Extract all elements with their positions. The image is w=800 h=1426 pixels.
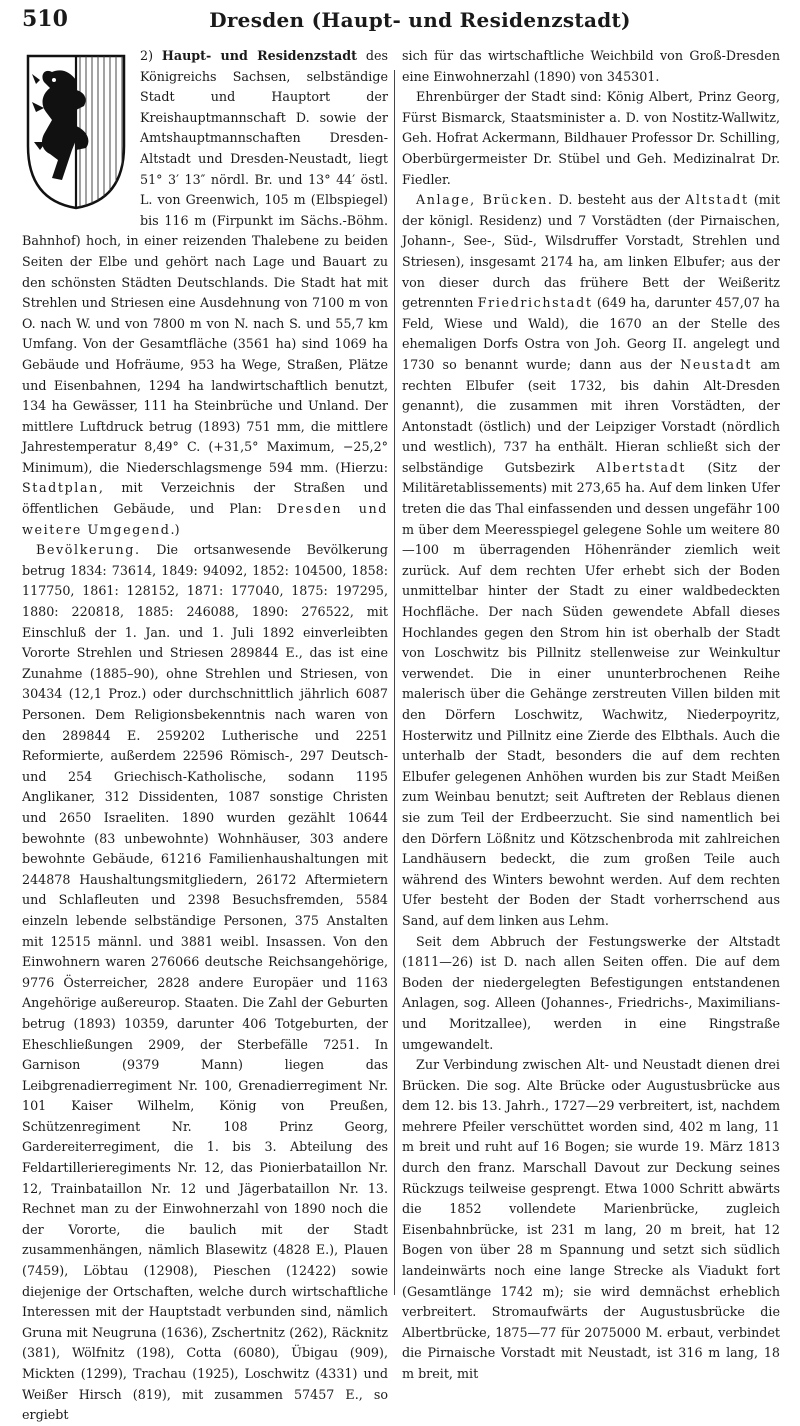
entry-number: 2) <box>140 48 162 63</box>
entry-intro-text: des Königreichs Sachsen, selbständige Stadt und Hauptort der Kreishauptmannschaft D. sowie der Amtshauptmannschaften Dresden-Altstadt und Dresden-Neustadt, liegt 51° 3′ 13″ nördl. Br. und 13° 44′ östl. L. von Greenwich, 105 m (Elbspiegel) bis 116 m (Firpunkt im Sächs.-Böhm. Bahnhof) hoch, in einer reizenden Thalebene zu beiden Seiten der Elbe und gehört nach Lage und Bauart zu den schönsten Städten Deutschlands. Die Stadt hat mit Strehlen und Striesen eine Ausdehnung von 7100 m von O. nach W. und von 7800 m von N. nach S. und 55,7 km Umfang. Von der Gesamtfläche (3561 ha) sind 1069 ha Gebäude und Hofräume, 953 ha Wege, Straßen, Plätze und Eisenbahnen, 1294 ha landwirtschaftlich benutzt, 134 ha Gewässer, 111 ha Steinbrüche und Unland. Der mittlere Luftdruck betrug (1893) 751 mm, die mittlere Jahrestemperatur 8,49° C. (+31,5° Maximum, −25,2° Minimum), die Niederschlagsmenge 594 mm. (Hierzu: <box>22 48 388 475</box>
population-paragraph <box>22 540 388 1426</box>
map-reference-stadtplan: Stadtplan <box>22 480 99 496</box>
fortifications-paragraph: Seit dem Abbruch der Festungswerke der Altstadt (1811—26) ist D. nach allen Seiten offen. Die auf dem Boden der niedergelegten Befestigungen entstandenen Anlagen, sog. Alleen (Johannes-, Friedrichs-, Maximilians- und Moritzallee), werden in eine Ringstraße umgewandelt. <box>402 933 780 1052</box>
layout-bridges-paragraph: Anlage, Brücken. D. besteht aus der Altstadt (mit der königl. Residenz) und 7 Vorstädten (der Pirnaischen, Johann-, See-, Süd-, Wilsdruffer Vorstadt, Strehlen und Striesen), insgesamt 2174 ha, am linken Elbufer; aus der von dieser durch das frühere Bett der Weißeritz getrennten Friedrichstadt (649 ha, darunter 457,07 ha Feld, Wiese und Wald), die 1670 an der Stelle des ehemaligen Dorfs Ostra von Joh. Georg II. angelegt und 1730 so benannt wurde; dann aus der Neustadt am rechten Elbufer (seit 1732, bis dahin Alt-Dresden genannt), die zusammen mit ihren Vorstädten, der Antonstadt (östlich) und der Leipziger Vorstadt (nördlich und westlich), 737 ha enthält. Hieran schließt sich der selbständige Gutsbezirk Albertstadt (Sitz der Militäretablissements) mit 273,65 ha. Auf dem linken Ufer treten die das Thal einfassenden und dessen ungefähr 100 m über dem Meeresspiegel gelegene Sohle um weitere 80—100 m überragenden Höhenränder ziemlich weit zurück. Auf dem rechten Ufer erhebt sich der Boden unmittelbar hinter der Stadt zu einer waldbedeckten Hochfläche. Der nach Süden gewendete Abfall dieses Hochlandes gegen den Strom hin ist oberhalb der Stadt von Loschwitz bis Pillnitz stellenweise zur Weinkultur verwendet. Die in einer ununterbrochenen Reihe malerisch über die Gehänge zerstreuten Villen bilden mit den Dörfern Loschwitz, Wachwitz, Niederpoyritz, Hosterwitz und Pillnitz eine Zierde des Elbthals. Auch die unterhalb der Stadt, besonders die auf dem rechten Elbufer gelegenen Anhöhen wurden bis zur Stadt Meißen zum Weinbau benutzt; seit Auftreten der Reblaus dienen sie zum Teil der Erdbeerzucht. Sie sind namentlich bei den Dörfern Lößnitz und Kötzschenbroda mit zahlreichen Landhäusern bedeckt, die zum großen Teile auch während des Winters bewohnt werden. Auf dem rechten Ufer besteht der Boden der Stadt vorherrschend aus Sand, auf dem linken aus Lehm. <box>402 192 781 928</box>
map-reference-umgegend: Dresden und weitere Umgegend <box>22 501 388 537</box>
district-altstadt: Altstadt <box>685 192 749 208</box>
coat-of-arms-icon <box>22 50 130 212</box>
district-friedrichstadt: Friedrichstadt <box>477 295 593 311</box>
left-column <box>22 46 388 1426</box>
bridges-paragraph: Zur Verbindung zwischen Alt- und Neustadt dienen drei Brücken. Die sog. Alte Brücke oder Augustusbrücke aus dem 12. bis 13. Jahrh., 1727—29 verbreitert, ist, nachdem mehrere Pfeiler verschüttet worden sind, 402 m lang, 11 m breit und ruht auf 16 Bogen; sie wurde 19. März 1813 durch den franz. Marschall Davout zur Deckung seines Rückzugs teilweise gesprengt. Etwa 1000 Schritt abwärts die 1852 vollendete Marienbrücke, zugleich Eisenbahnbrücke, ist 231 m lang, 20 m breit, hat 12 Bogen von über 28 m Spannung und setzt sich südlich landeinwärts noch eine lange Strecke als Viadukt fort (Gesamtlänge 1742 m); sie wird demnächst erheblich verbreitert. Stromaufwärts der Augustusbrücke die Albertbrücke, 1875—77 für 2075000 M. erbaut, verbindet die Pirnaische Vorstadt mit Neustadt, ist 316 m lang, 18 m breit, mit <box>402 1057 780 1381</box>
section-heading-bevoelkerung: Bevölkerung. <box>36 542 141 558</box>
right-column <box>402 46 780 1385</box>
page-number: 510 <box>22 6 68 32</box>
district-neustadt: Neustadt <box>680 356 753 372</box>
entry-heading: Haupt- und Residenzstadt <box>161 48 357 63</box>
running-head: Dresden (Haupt- und Residenzstadt) <box>209 8 631 32</box>
district-albertstadt: Albertstadt <box>596 459 687 475</box>
population-text: Die ortsanwesende Bevölkerung betrug 1834: 73614, 1849: 94092, 1852: 104500, 1858: 117750, 1861: 128152, 1871: 177040, 1875: 197295, 1880: 220818, 1885: 246088, 1890: 276522, mit Einschluß der 1. Jan. und 1. Juli 1892 einverleibten Vororte Strehlen und Striesen 289844 E., das ist eine Zunahme (1885–90), ohne Strehlen und Striesen, von 30434 (12,1 Proz.) oder durchschnittlich jährlich 6087 Personen. Dem Religionsbekenntnis nach waren von den 289844 E. 259202 Lutherische und 2251 Reformierte, außerdem 22596 Römisch-, 297 Deutsch- und 254 Griechisch-Katholische, sodann 1195 Anglikaner, 312 Dissidenten, 1087 sonstige Christen und 2650 Israeliten. 1890 wurden gezählt 10644 bewohnte (83 unbewohnte) Wohnhäuser, 303 andere bewohnte Gebäude, 61216 Familienhaushaltungen mit 244878 Haushaltungsmitgliedern, 26172 Aftermietern und Schlafleuten und 2398 Besuchsfremden, 5584 einzeln lebende selbständige Personen, 375 Anstalten mit 12515 männl. und 3881 weibl. Insassen. Von den Einwohnern waren 276066 deutsche Reichsangehörige, 9776 Österreicher, 2828 andere Europäer und 1163 Angehörige außereurop. Staaten. Die Zahl der Geburten betrug (1893) 10359, darunter 406 Totgeburten, der Eheschließungen 2909, der Sterbefälle 7251. In Garnison (9379 Mann) liegen das Leibgrenadierregiment Nr. 100, Grenadierregiment Nr. 101 Kaiser Wilhelm, König von Preußen, Schützenregiment Nr. 108 Prinz Georg, Gardereiterregiment, die 1. bis 3. Abteilung des Feldartillerieregiments Nr. 12, das Pionierbataillon Nr. 12, Trainbataillon Nr. 12 und Jägerbataillon Nr. 13. Rechnet man zu der Einwohnerzahl von 1890 noch die der Vororte, die baulich mit der Stadt zusammenhängen, nämlich Blasewitz (4828 E.), Plauen (7459), Löbtau (12908), Pieschen (12422) sowie diejenige der Ortschaften, welche durch wirtschaftliche Interessen mit der Hauptstadt verbunden sind, nämlich Gruna mit Neugruna (1636), Zschertnitz (262), Räcknitz (381), Wölfnitz (198), Cotta (6080), Übigau (909), Mickten (1299), Trachau (1925), Loschwitz (4331) und Weißer Hirsch (819), mit zusammen 57457 E., so ergiebt <box>22 542 388 1423</box>
entry-intro-paragraph: 2) Haupt- und Residenzstadt des Königreichs Sachsen, selbständige Stadt und Hauptort der Kreishauptmannschaft D. sowie der Amtshauptmannschaften Dresden-Altstadt und Dresden-Neustadt, liegt 51° 3′ 13″ nördl. Br. und 13° 44′ östl. L. von Greenwich, 105 m (Elbspiegel) bis 116 m (Firpunkt im Sächs.-Böhm. Bahnhof) hoch, in einer reizenden Thalebene zu beiden Seiten der Elbe und gehört nach Lage und Bauart zu den schönsten Städten Deutschlands. Die Stadt hat mit Strehlen und Striesen eine Ausdehnung von 7100 m von O. nach W. und von 7800 m von N. nach S. und 55,7 km Umfang. Von der Gesamtfläche (3561 ha) sind 1069 ha Gebäude und Hofräume, 953 ha Wege, Straßen, Plätze und Eisenbahnen, 1294 ha landwirtschaftlich benutzt, 134 ha Gewässer, 111 ha Steinbrüche und Unland. Der mittlere Luftdruck betrug (1893) 751 mm, die mittlere Jahrestemperatur 8,49° C. (+31,5° Maximum, −25,2° Minimum), die Niederschlagsmenge 594 mm. (Hierzu: Stadtplan, mit Verzeichnis der Straßen und öffentlichen Gebäude, und Plan: Dresden und weitere Umgegend.) <box>22 48 388 537</box>
column-divider <box>394 70 395 1295</box>
continuation-paragraph: sich für das wirtschaftliche Weichbild von Groß-Dresden eine Einwohnerzahl (1890) von 345301. <box>402 48 780 84</box>
section-heading-anlage: Anlage, Brücken. <box>416 192 554 208</box>
honorary-citizens-paragraph: Ehrenbürger der Stadt sind: König Albert, Prinz Georg, Fürst Bismarck, Staatsminister a. D. von Nostitz-Wallwitz, Geh. Hofrat Ackermann, Bildhauer Professor Dr. Schilling, Oberbürgermeister Dr. Stübel und Geh. Medizinalrat Dr. Fiedler. <box>402 89 780 187</box>
